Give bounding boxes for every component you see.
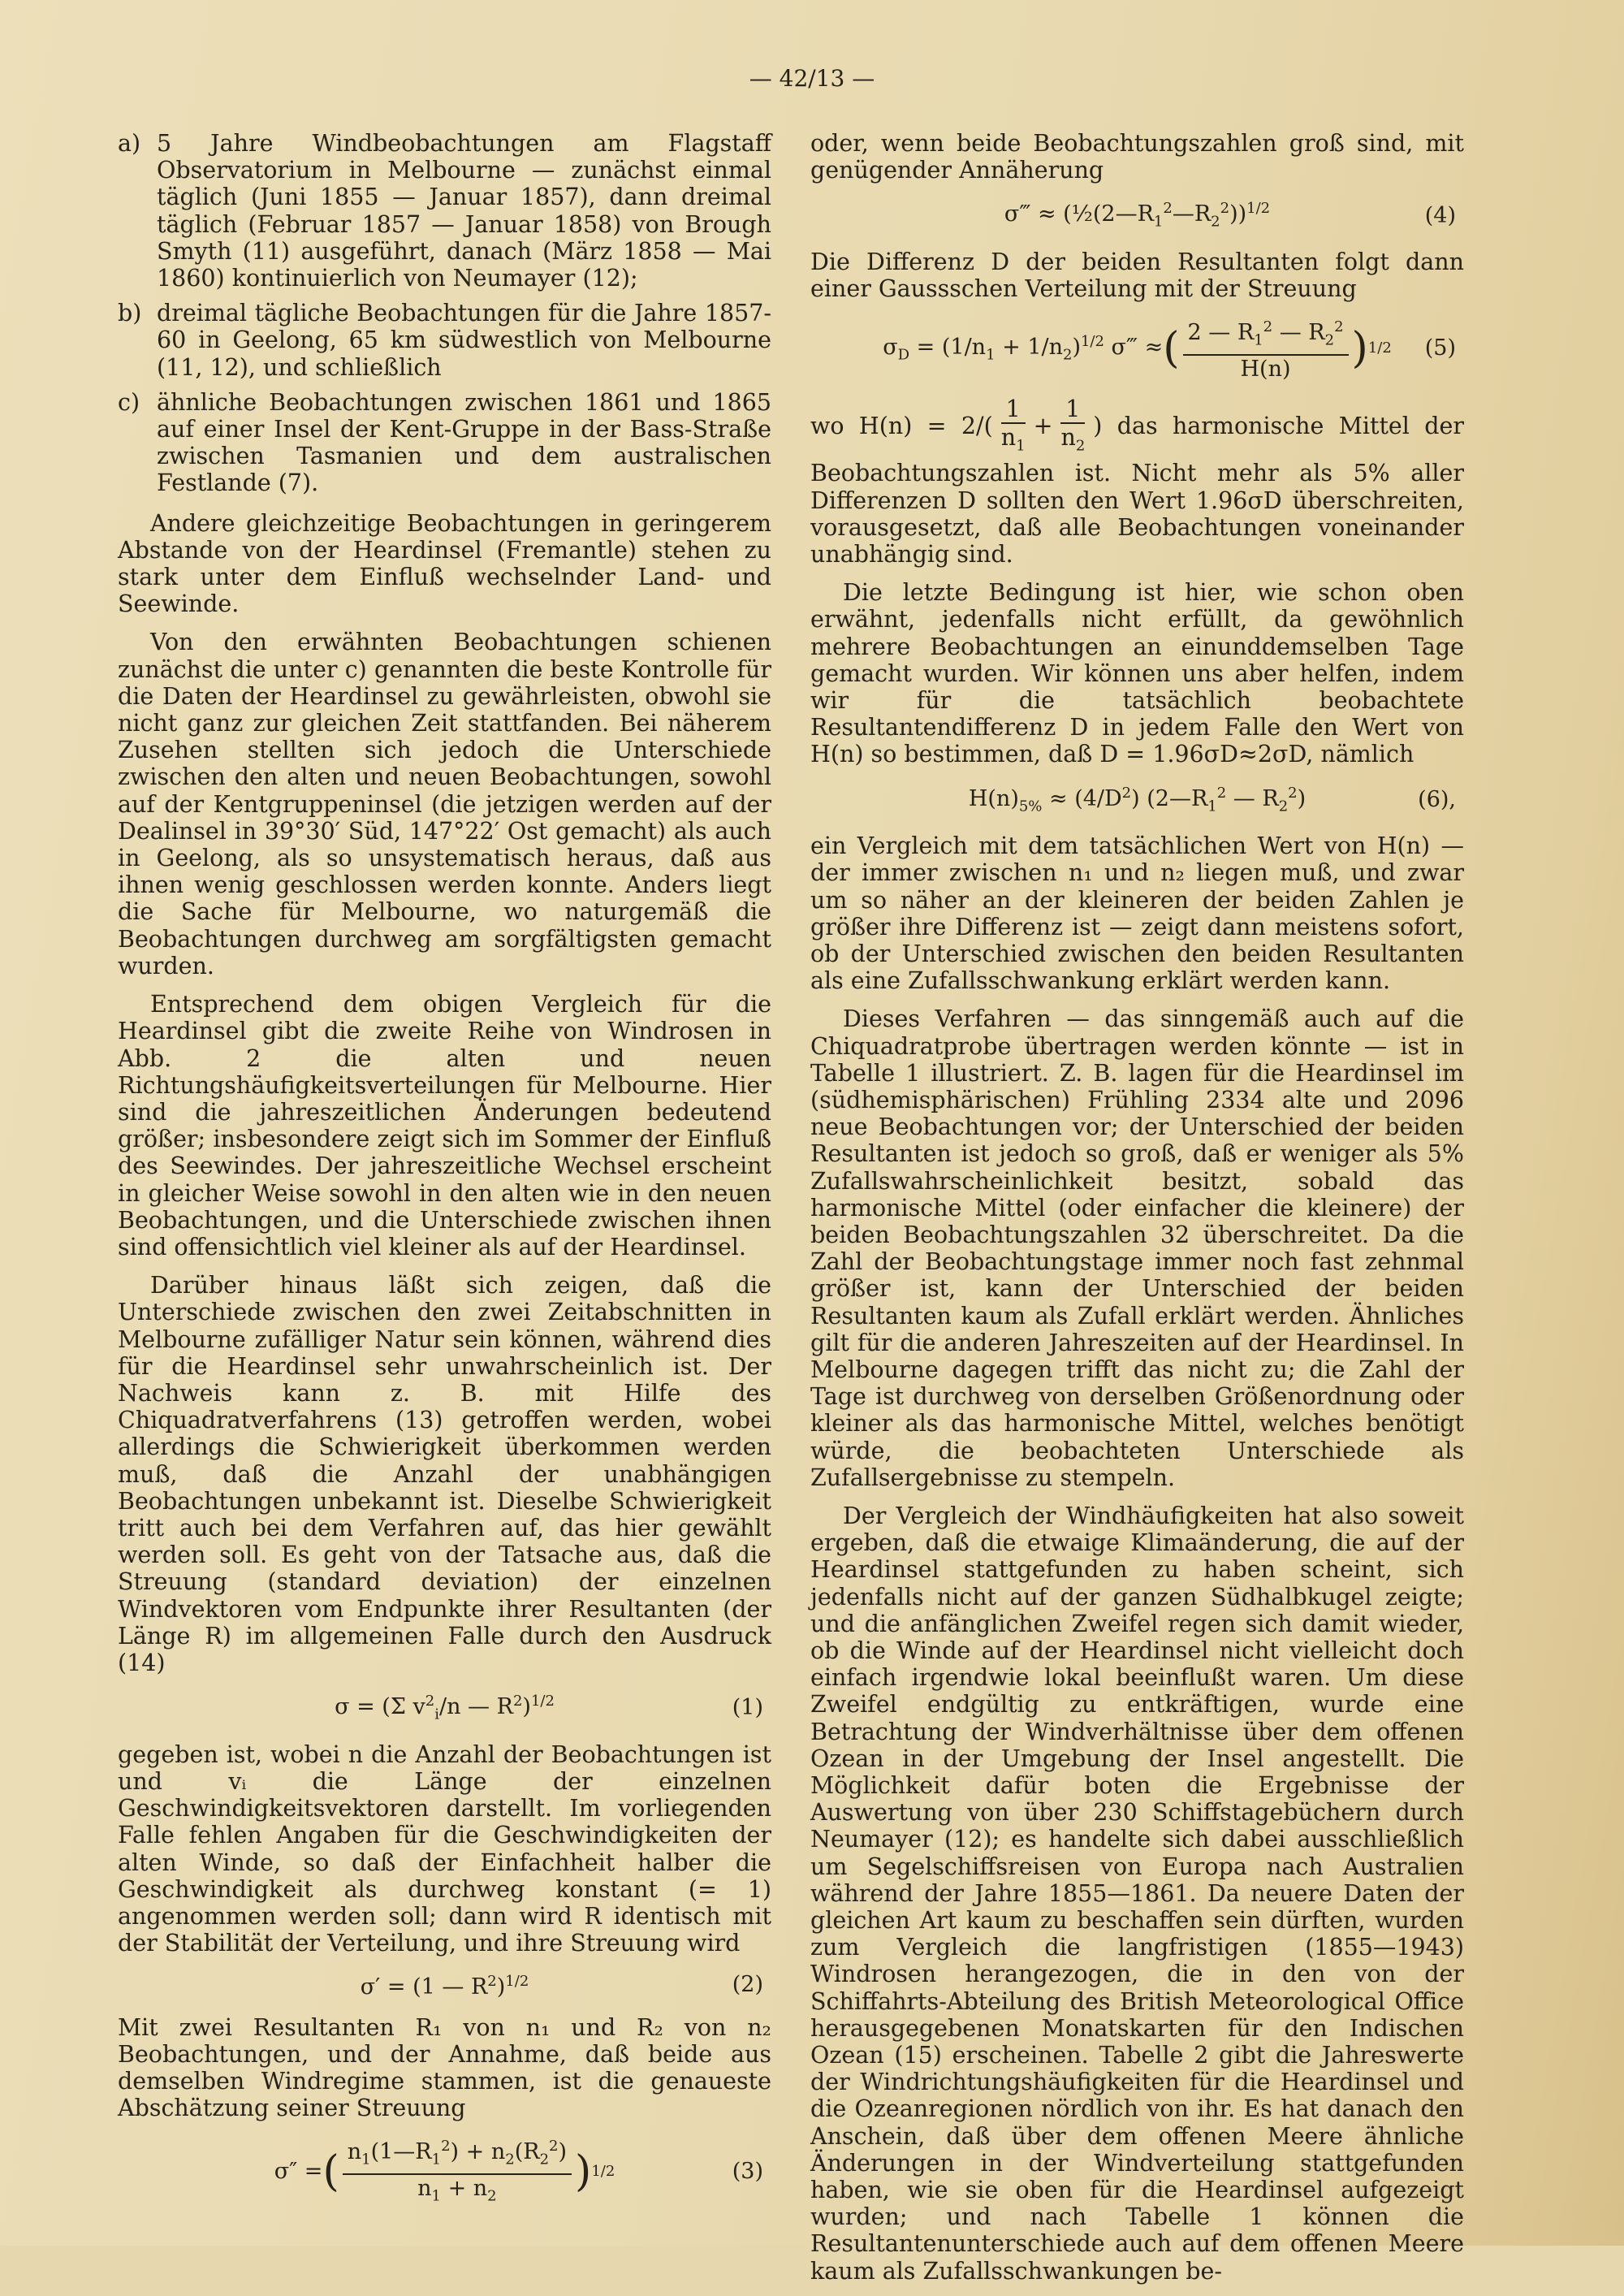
paragraph: Dieses Verfahren — das sinngemäß auch auf die Chiquadratprobe übertragen werden könnte — ist in Tabelle 1 illustriert. Z. B. lagen für die Heardinsel im (südhemisphärischen) Frühling 2334 alte und 2096 neue Beobachtungen vor; der Unterschied der beiden Resultanten ist jedoch so groß, daß er weniger als 5% Zufallswahrscheinlichkeit besitzt, sobald das harmonische Mittel (oder einfacher die kleinere) der beiden Beobachtungszahlen 32 überschreitet. Da die Zahl der Beobachtungstage immer noch fast zehnmal größer ist, kann der Unterschied der beiden Resultanten kaum als Zufall erklärt werden. Ähnliches gilt für die anderen Jahreszeiten auf der Heardinsel. In Melbourne dagegen trifft das nicht zu; die Zahl der Tage ist durchweg von derselben Größenordnung oder kleiner als das harmonische Mittel, welches benötigt würde, die beobachteten Unterschiede als Zufallsergebnisse zu stempeln. [810, 1005, 1464, 1491]
equation-6: $H(n)_{5\%} \approx (4/D^2)$ ($2—R_1^2$ — $R_2^2$) (6), [968, 784, 1456, 815]
equation-5: $\sigma_D = (1/n_1 + 1/n_2)^{1/2}$ σ‴ ≈ ( $\frac{2 — R_1^2 — R_2^2}{H(n)}$ ) 1/2 (5) [810, 313, 1464, 383]
equation-number: (6), [1418, 786, 1456, 812]
right-column [810, 130, 1464, 2296]
equation-2: σ′ = (1 — $R^2)^{1/2}$ (2) [360, 1971, 763, 2000]
paragraph: Die letzte Bedingung ist hier, wie schon oben erwähnt, jedenfalls nicht erfüllt, da gewöhnlich mehrere Beobachtungen an einunddemselben Tage gemacht wurden. Wir können uns aber helfen, indem wir für die tatsächlich beobachtete Resultantendifferenz D in jedem Falle den Wert von H(n) so bestimmen, daß D = 1.96σD≈2σD, nämlich [810, 579, 1464, 768]
equation-3: σ″ = ( $\frac{n_1(1—R_1^2) + n_2(R_2^2)}{n_1 + n_2}$ ) 1/2 (3) [118, 2133, 771, 2209]
paragraph: Entsprechend dem obigen Vergleich für die Heardinsel gibt die zweite Reihe von Windrosen in Abb. 2 die alten und neuen Richtungshäufigkeitsverteilungen für Melbourne. Hier sind die jahreszeitlichen Änderungen bedeutend größer; insbesondere zeigt sich im Sommer der Einfluß des Seewindes. Der jahreszeitliche Wechsel erscheint in gleicher Weise sowohl in den alten wie in den neuen Beobachtungen, und die Unterschiede zwischen ihnen sind offensichtlich viel kleiner als auf der Heardinsel. [118, 991, 771, 1260]
paragraph: gegeben ist, wobei n die Anzahl der Beobachtungen ist und vᵢ die Länge der einzelnen Geschwindigkeitsvektoren darstellt. Im vorliegenden Falle fehlen Angaben für die Geschwindigkeiten der alten Winde, so daß der Einfachheit halber die Geschwindigkeit als durchweg konstant (= 1) angenommen werden soll; dann wird R identisch mit der Stabilität der Verteilung, und ihre Streuung wird [118, 1740, 771, 1957]
equation-1: σ = (Σ $v^2_i/n$ — $R^2)^{1/2}$ (1) [335, 1693, 763, 1723]
equation-number: (3) [732, 2158, 763, 2184]
paragraph: Von den erwähnten Beobachtungen schienen zunächst die unter c) genannten die beste Kontrolle für die Daten der Heardinsel zu gewährleisten, obwohl sie nicht ganz zur gleichen Zeit stattfanden. Bei näherem Zusehen stellten sich jedoch die Unterschiede zwischen den alten und neuen Beobachtungen, sowohl auf der Kentgruppeninsel (die jetzigen werden auf der Dealinsel in 39°30′ Süd, 147°22′ Ost gemacht) als auch in Geelong, als so unsystematisch heraus, daß aus ihnen wenig geschlossen werden konnte. Anders liegt die Sache für Melbourne, wo naturgemäß die Beobachtungen durchweg am sorgfältigsten gemacht wurden. [118, 629, 771, 979]
list-item-label: a) [118, 130, 141, 157]
observation-list [118, 130, 771, 497]
paragraph: Darüber hinaus läßt sich zeigen, daß die Unterschiede zwischen den zwei Zeitabschnitten in Melbourne zufälliger Natur sein können, während dies für die Heardinsel sehr unwahrscheinlich ist. Der Nachweis kann z. B. mit Hilfe des Chiquadratverfahrens (13) getroffen werden, wobei allerdings die Schwierigkeit überkommen werden muß, daß die Anzahl der unabhängigen Beobachtungen unbekannt ist. Dieselbe Schwierigkeit tritt auch bei dem Verfahren auf, das hier gewählt werden soll. Es geht von der Tatsache aus, daß die Streuung (standard deviation) der einzelnen Windvektoren vom Endpunkte ihrer Resultanten (der Länge R) im allgemeinen Falle durch den Ausdruck (14) [118, 1272, 771, 1676]
list-item [118, 130, 771, 292]
list-item-text: 5 Jahre Windbeobachtungen am Flagstaff Observatorium in Melbourne — zunächst einmal täglich (Juni 1855 — Januar 1857), dann dreimal täglich (Februar 1857 — Januar 1858) von Brough Smyth (11) ausgeführt, danach (März 1858 — Mai 1860) kontinuierlich von Neumayer (12); [157, 130, 771, 292]
paragraph: Der Vergleich der Windhäufigkeiten hat also soweit ergeben, daß die etwaige Klimaänderung, die auf der Heardinsel stattgefunden zu haben scheint, sich jedenfalls nicht auf der ganzen Südhalbkugel zeigte; und die anfänglichen Zweifel regen sich damit wieder, ob die Winde auf der Heardinsel nicht vielleicht doch einfach irgendwie lokal beeinflußt waren. Um diese Zweifel endgültig zu entkräftigen, wurde eine Betrachtung der Windverhältnisse über dem offenen Ozean in der Umgebung der Insel angestellt. Die Möglichkeit dafür boten die Ergebnisse der Auswertung von über 230 Schiffstagebüchern durch Neumayer (12); es handelte sich dabei ausschließlich um Segelschiffsreisen von Europa nach Australien während der Jahre 1855—1861. Da neuere Daten der gleichen Art kaum zu beschaffen sein dürften, wurden zum Vergleich die langfristigen (1855—1943) Windrosen herangezogen, die in den von der Schiffahrts-Abteilung des British Meteorological Office herausgegebenen Monatskarten für den Indischen Ozean (15) erscheinen. Tabelle 2 gibt die Jahreswerte der Windrichtungshäufigkeiten für die Heardinsel und die Ozeanregionen nördlich von ihr. Es hat danach den Anschein, daß über dem offenen Meere ähnliche Änderungen in der Windverteilung stattgefunden haben, wie sie oben für die Heardinsel aufgezeigt wurden; und nach Tabelle 1 können die Resultantenunterschiede auch auf dem offenen Meere kaum als Zufallsschwankungen be- [810, 1503, 1464, 2285]
paragraph-text: das harmonische Mittel der Beobachtungszahlen ist. Nicht mehr als 5% aller Differenzen D sollten den Wert 1.96σD überschreiten, vorausgesetzt, daß alle Beobachtungen voneinander unabhängig sind. [810, 413, 1464, 568]
equation-number: (1) [732, 1695, 763, 1721]
left-column [118, 130, 771, 2223]
paragraph: wo H(n) = 2/( $\frac{1}{n_1}$ + $\frac{1}{n_2}$ ) das harmonische Mittel der Beobachtungszahlen ist. Nicht mehr als 5% aller Differenzen D sollten den Wert 1.96σD überschreiten, vorausgesetzt, daß alle Beobachtungen voneinander unabhängig sind. [810, 396, 1464, 568]
paragraph: Andere gleichzeitige Beobachtungen in geringerem Abstande von der Heardinsel (Fremantle) stehen zu stark unter dem Einfluß wechselnder Land- und Seewinde. [118, 509, 771, 618]
list-item [118, 389, 771, 497]
equation-number: (2) [732, 1971, 763, 1997]
list-item [118, 300, 771, 381]
list-item-label: c) [118, 388, 140, 416]
list-item-text: dreimal tägliche Beobachtungen für die Jahre 1857-60 in Geelong, 65 km südwestlich von Melbourne (11, 12), und schließlich [157, 300, 771, 381]
equation-number: (5) [1424, 335, 1456, 361]
paragraph: oder, wenn beide Beobachtungszahlen groß sind, mit genügender Annäherung [810, 130, 1464, 184]
equation-4: σ‴ ≈ $(\frac{1}{2}(2—R_1^2—R_2^2))^{1/2}$ (4) [1004, 200, 1456, 231]
paragraph: ein Vergleich mit dem tatsächlichen Wert von H(n) — der immer zwischen n₁ und n₂ liegen muß, und zwar um so näher an der kleineren der beiden Zahlen je größer ihre Differenz ist — zeigt dann meistens sofort, ob der Unterschied zwischen den beiden Resultanten als eine Zufallsschwankung erklärt werden kann. [810, 832, 1464, 995]
equation-number: (4) [1424, 202, 1456, 228]
paragraph: Mit zwei Resultanten R₁ von n₁ und R₂ von n₂ Beobachtungen, und der Annahme, daß beide aus demselben Windregime stammen, ist die genaueste Abschätzung seiner Streuung [118, 2013, 771, 2122]
page-number: — 42/13 — [749, 65, 875, 92]
paragraph: Die Differenz D der beiden Resultanten folgt dann einer Gaussschen Verteilung mit der Streuung [810, 249, 1464, 303]
list-item-label: b) [118, 300, 142, 327]
list-item-text: ähnliche Beobachtungen zwischen 1861 und 1865 auf einer Insel der Kent-Gruppe in der Bass-Straße zwischen Tasmanien und dem australischen Festlande (7). [157, 388, 771, 497]
